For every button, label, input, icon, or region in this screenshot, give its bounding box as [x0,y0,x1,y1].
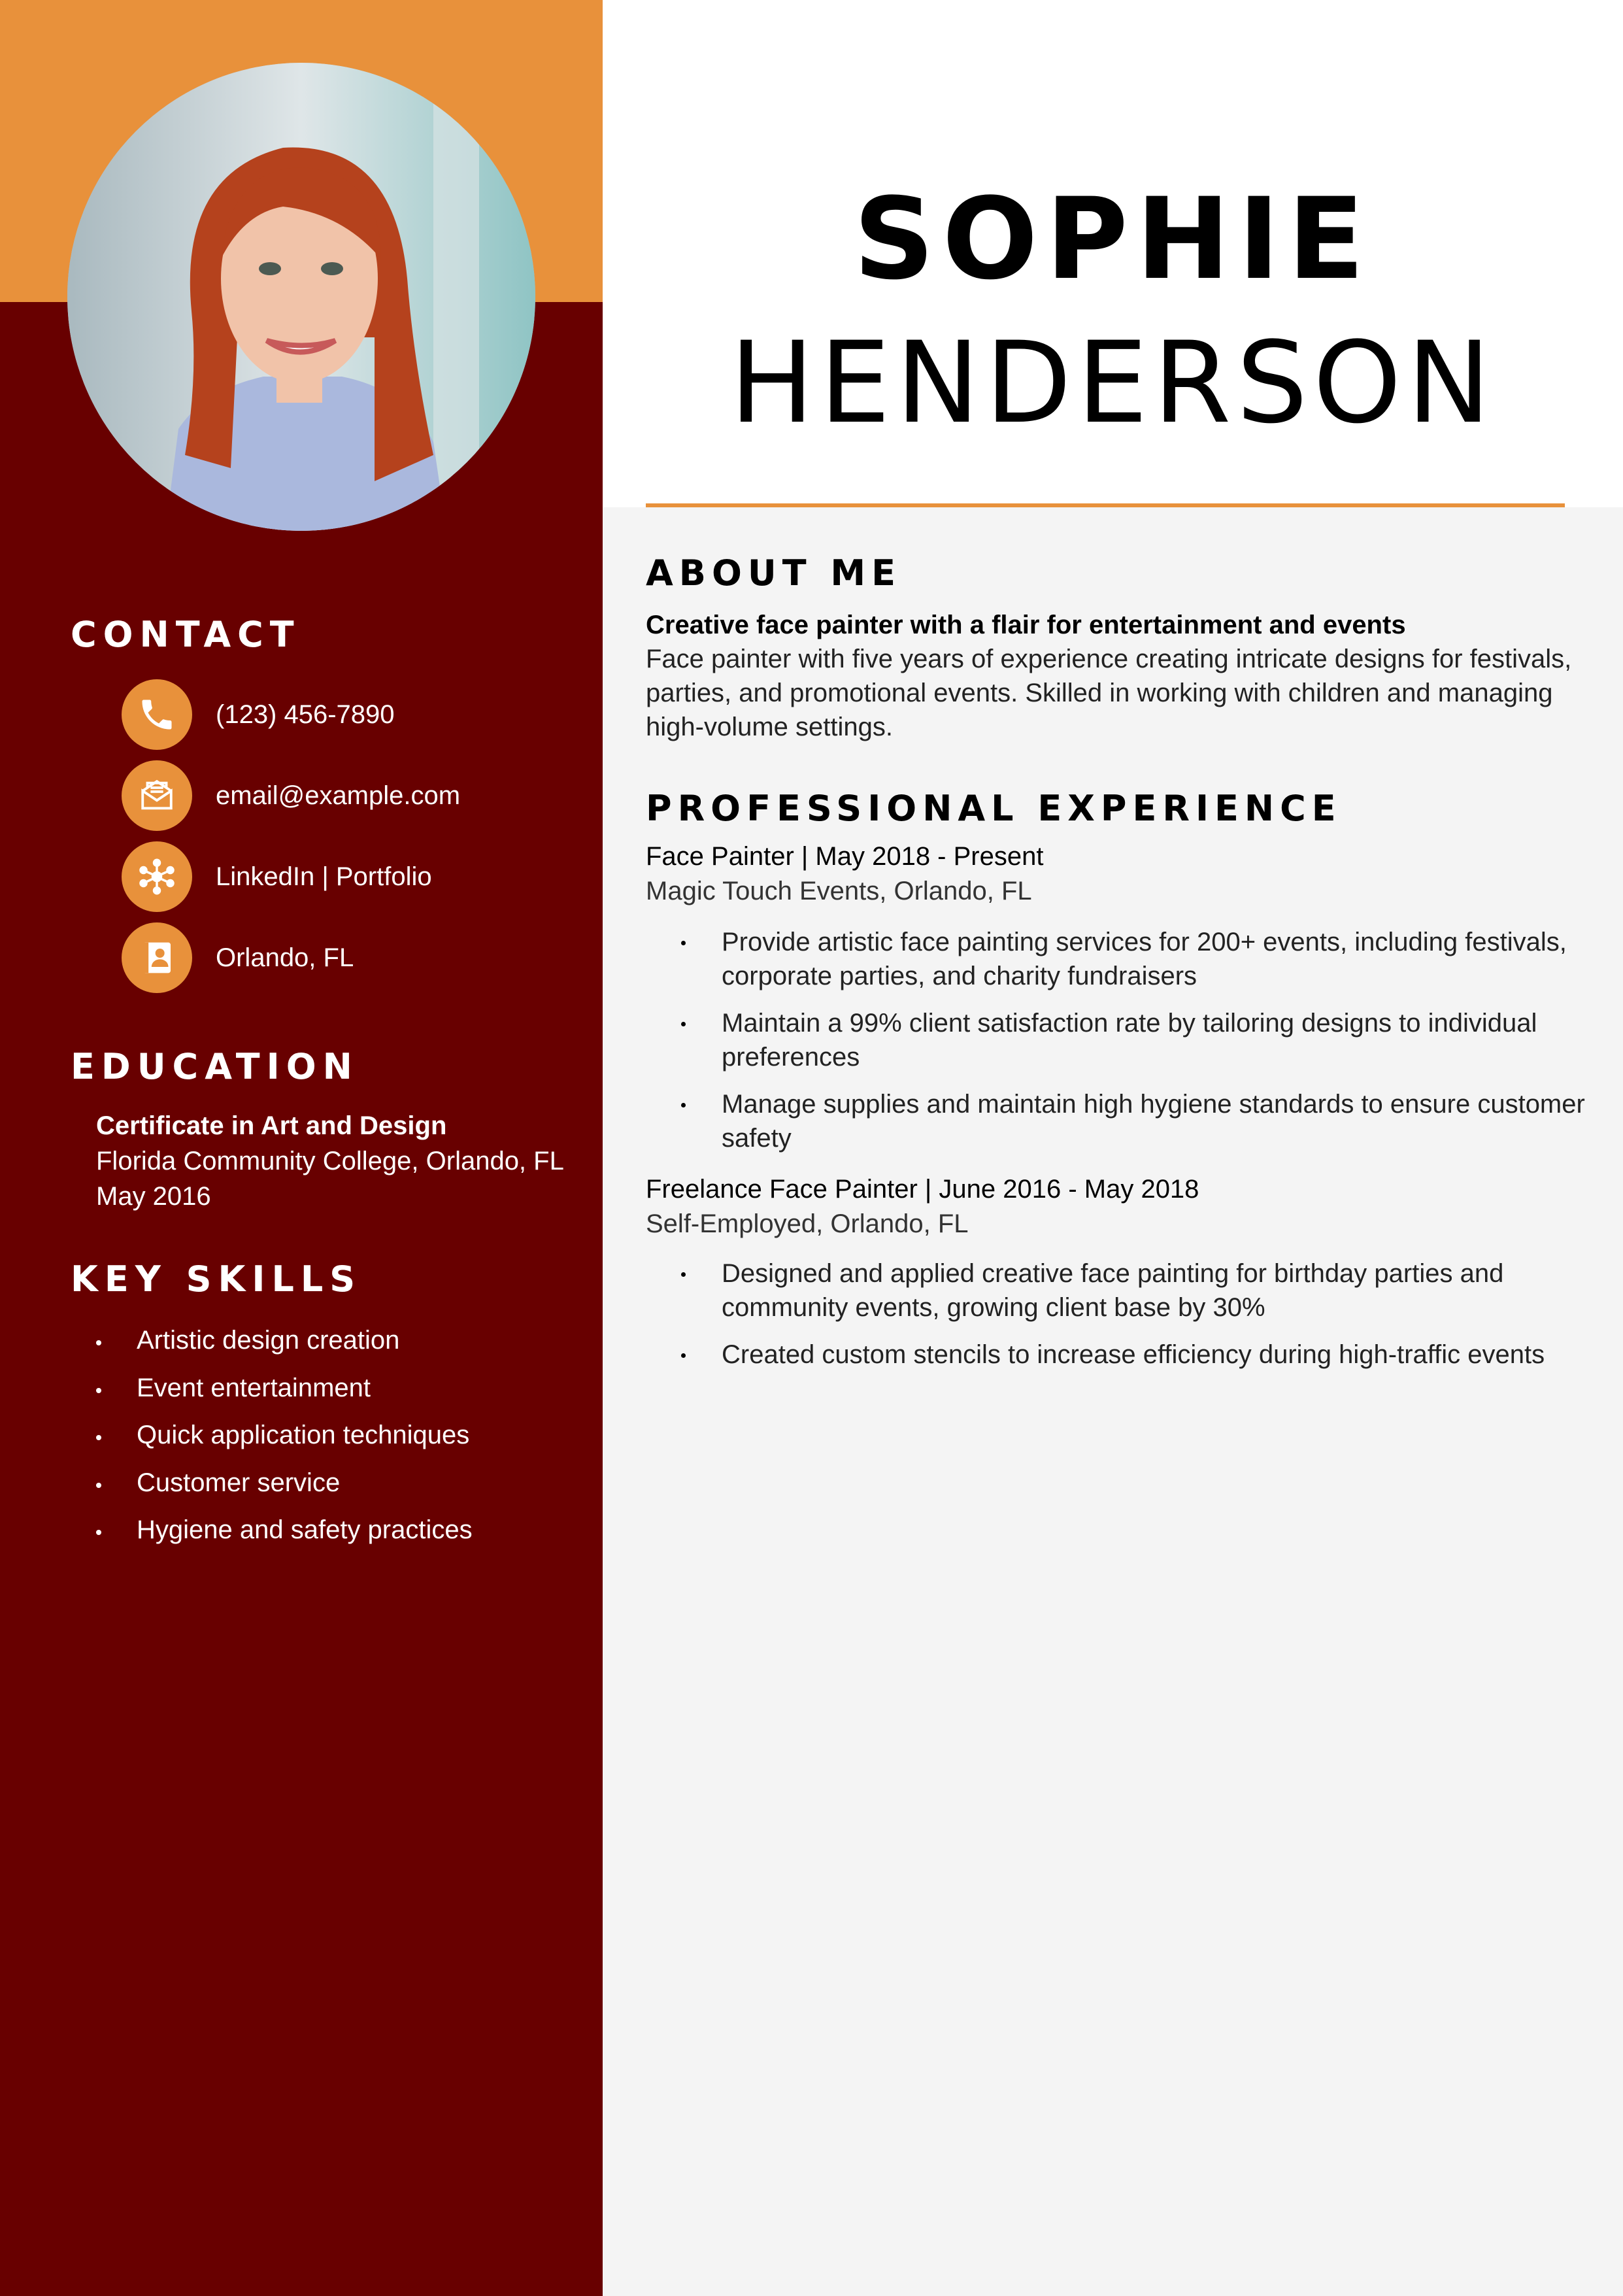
contact-phone-text: (123) 456-7890 [216,700,395,729]
skills-list [96,1322,473,1559]
education-entry [96,1108,564,1214]
contact-heading: CONTACT [71,614,301,655]
job-company: Magic Touch Events, Orlando, FL [646,877,1032,905]
job-bullet: Maintain a 99% client satisfaction rate by tailoring designs to individual preferences [680,1006,1601,1074]
contact-location[interactable] [122,922,354,993]
job-bullet: Manage supplies and maintain high hygiene standards to ensure customer safety [680,1087,1601,1155]
portrait-image [67,63,535,531]
skill-item: Customer service [96,1464,473,1512]
education-school: Florida Community College, Orlando, FL [96,1147,564,1175]
job-title: Face Painter | May 2018 - Present [646,842,1044,871]
job-bullets [680,925,1601,1168]
profile-photo [67,63,535,531]
contact-card-icon [122,922,192,993]
job-bullets [680,1257,1601,1385]
email-icon [122,760,192,831]
contact-location-text: Orlando, FL [216,943,354,972]
job-company: Self-Employed, Orlando, FL [646,1209,969,1238]
skill-item: Hygiene and safety practices [96,1511,473,1559]
job-bullet: Created custom stencils to increase efficiency during high-traffic events [680,1338,1601,1372]
job-bullet: Provide artistic face painting services for 200+ events, including festivals, corporate parties, and charity fundraisers [680,925,1601,993]
network-icon [122,841,192,912]
skills-heading: KEY SKILLS [71,1258,362,1300]
contact-phone[interactable] [122,679,395,750]
skill-item: Quick application techniques [96,1417,473,1464]
job-title: Freelance Face Painter | June 2016 - May 2018 [646,1175,1199,1204]
job-bullet: Designed and applied creative face painting for birthday parties and community events, growing client base by 30% [680,1257,1601,1325]
contact-links[interactable] [122,841,432,912]
about-text: Face painter with five years of experience creating intricate designs for festivals, parties, and promotional events. Skilled in working with children and managing high-volume settings. [646,645,1572,741]
skill-item: Artistic design creation [96,1322,473,1370]
about-section [646,608,1600,744]
phone-icon [122,679,192,750]
contact-email-text: email@example.com [216,781,461,810]
education-date: May 2016 [96,1182,211,1211]
first-name: SOPHIE [853,173,1373,305]
education-heading: EDUCATION [71,1046,359,1087]
education-degree: Certificate in Art and Design [96,1111,447,1140]
about-tagline: Creative face painter with a flair for entertainment and events [646,611,1406,639]
name-divider [646,503,1565,507]
contact-email[interactable] [122,760,460,831]
about-heading: ABOUT ME [646,552,901,594]
contact-links-text: LinkedIn | Portfolio [216,862,432,891]
experience-heading: PROFESSIONAL EXPERIENCE [646,788,1342,829]
skill-item: Event entertainment [96,1370,473,1417]
last-name: HENDERSON [729,317,1496,448]
